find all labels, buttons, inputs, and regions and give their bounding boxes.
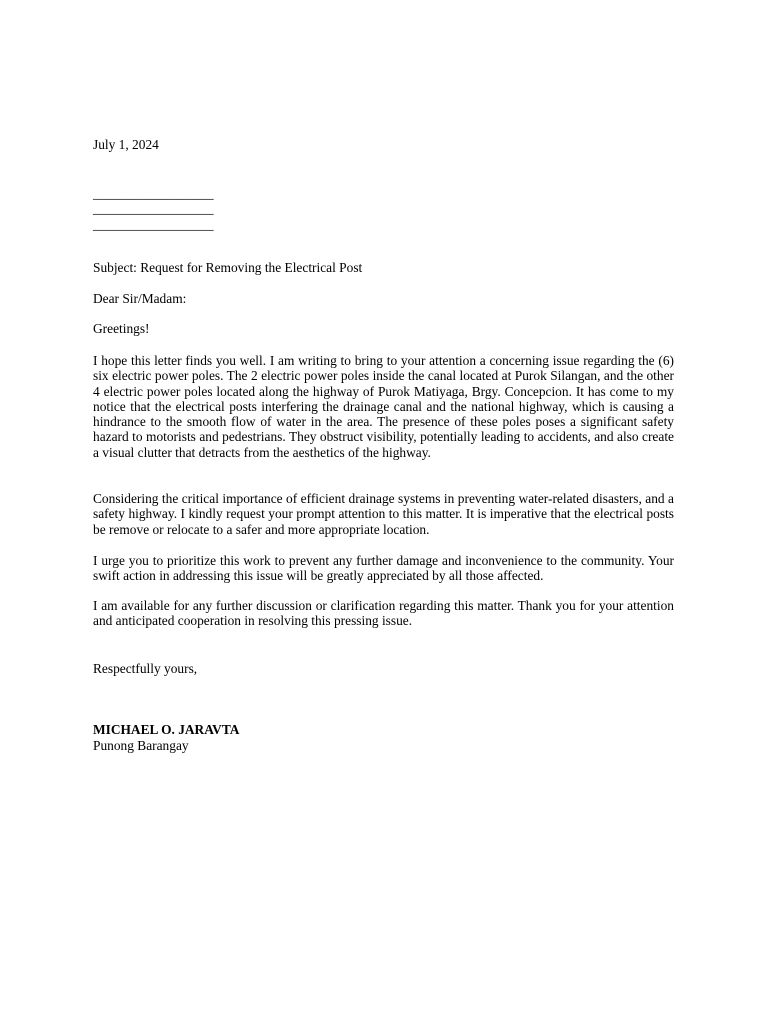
letter-subject: Subject: Request for Removing the Electrical Post [93, 260, 363, 275]
body-paragraph: Considering the critical importance of efficient drainage systems in preventing water-related disasters, and a safety highway. I kindly request your prompt attention to this matter. It is imperative that the electrical posts be remove or relocate to a safer and more appropriate location. [93, 491, 674, 537]
recipient-line: __________________ [93, 201, 214, 217]
signer-name: MICHAEL O. JARAVTA [93, 722, 240, 737]
body-paragraph: I urge you to prioritize this work to prevent any further damage and inconvenience to the community. Your swift action in addressing this issue will be greatly appreciated by all those affected. [93, 553, 674, 584]
letter-closing: Respectfully yours, [93, 661, 198, 676]
recipient-line: __________________ [93, 216, 214, 232]
recipient-address-block [93, 186, 674, 232]
letter-salutation: Dear Sir/Madam: [93, 291, 187, 306]
body-paragraph: I am available for any further discussion or clarification regarding this matter. Thank you for your attention and anticipated cooperation in resolving this pressing issue. [93, 598, 674, 629]
letter-date: July 1, 2024 [93, 137, 159, 152]
body-paragraph: I hope this letter finds you well. I am writing to bring to your attention a concerning issue regarding the (6) six electric power poles. The 2 electric power poles inside the canal located at Purok Silangan, and the other 4 electric power poles located along the highway of Purok Matiyaga, Brgy. Concepcion. It has come to my notice that the electrical posts interfering the drainage canal and the national highway, which is causing a hindrance to the smooth flow of water in the area. The presence of these poles poses a significant safety hazard to motorists and pedestrians. They obstruct visibility, potentially leading to accidents, and also create a visual clutter that detracts from the aesthetics of the highway. [93, 353, 674, 460]
letter-greeting: Greetings! [93, 321, 150, 336]
recipient-line: __________________ [93, 186, 214, 201]
signer-title: Punong Barangay [93, 738, 189, 753]
